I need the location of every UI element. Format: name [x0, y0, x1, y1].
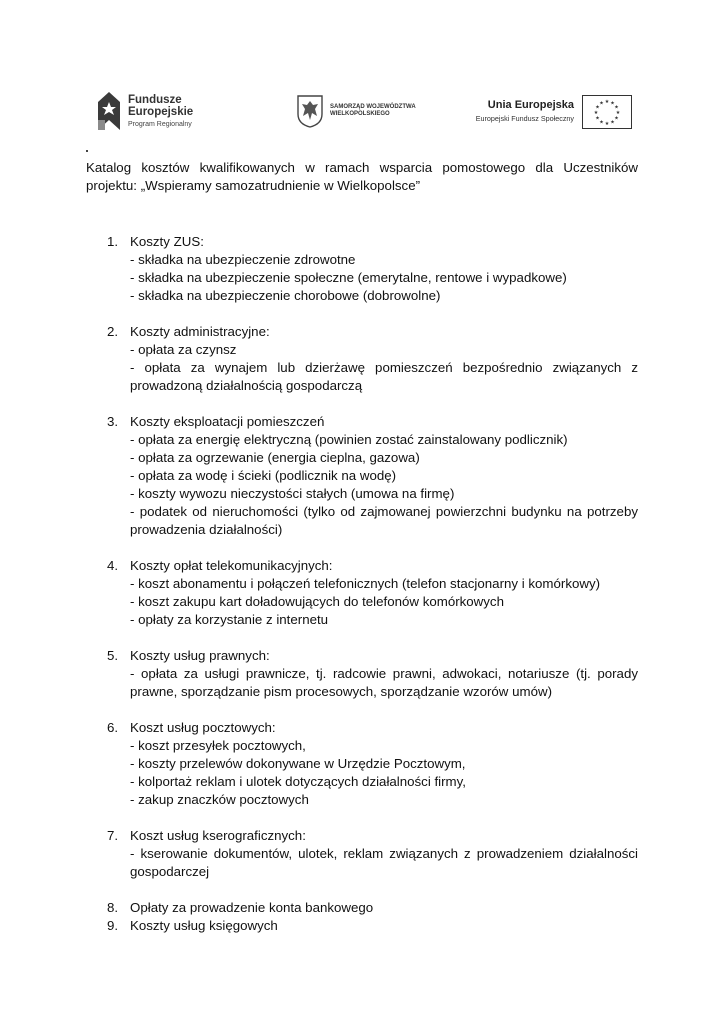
corner-mark	[86, 150, 88, 152]
item-sub: - opłata za ogrzewanie (energia cieplna, gazowa)	[130, 450, 420, 465]
item-sub: - opłaty za korzystanie z internetu	[130, 612, 329, 627]
list-item	[86, 827, 638, 881]
cost-list	[86, 233, 638, 935]
item-number: 5.	[107, 648, 119, 663]
item-title: Koszty eksploatacji pomieszczeń	[130, 414, 325, 429]
item-sub: - opłata za usługi prawnicze, tj. radcowie prawni, adwokaci, notariusze (tj. porady prawne, sporządzanie pism procesowych, sporządzanie wzorów umów)	[130, 666, 638, 699]
item-sub: - koszt przesyłek pocztowych,	[130, 738, 306, 753]
item-sub: - kserowanie dokumentów, ulotek, reklam związanych z prowadzeniem działalności gospodarczej	[130, 846, 638, 879]
item-number: 8.	[107, 900, 119, 915]
samorzad-logo	[296, 94, 436, 134]
item-title: Koszty usług księgowych	[130, 918, 278, 933]
svg-text:★: ★	[599, 100, 604, 107]
item-number: 9.	[107, 918, 119, 933]
list-item	[86, 323, 638, 395]
list-item	[86, 719, 638, 809]
svg-text:★: ★	[610, 119, 615, 126]
item-sub: - składka na ubezpieczenie społeczne (emerytalne, rentowe i wypadkowe)	[130, 270, 567, 285]
item-sub: - opłata za energię elektryczną (powinien zostać zainstalowany podlicznik)	[130, 432, 568, 447]
eagle-crest-icon	[296, 94, 324, 128]
fundusze-europejskie-logo	[96, 90, 236, 138]
list-item	[86, 917, 638, 935]
svg-text:★: ★	[595, 115, 600, 122]
svg-text:★: ★	[604, 99, 610, 105]
item-number: 6.	[107, 720, 119, 735]
svg-text:★: ★	[599, 119, 604, 126]
list-item	[86, 233, 638, 305]
logo-header	[86, 88, 638, 148]
item-sub: - składka na ubezpieczenie chorobowe (dobrowolne)	[130, 288, 441, 303]
svg-text:★: ★	[610, 100, 615, 107]
fe-star-icon	[96, 90, 122, 136]
svg-text:★: ★	[604, 121, 610, 127]
list-item	[86, 899, 638, 917]
item-sub: - kolportaż reklam i ulotek dotyczących działalności firmy,	[130, 774, 466, 789]
list-item	[86, 413, 638, 539]
svg-text:★: ★	[614, 115, 619, 122]
fe-line1: Fundusze	[128, 94, 182, 106]
item-title: Koszt usług kserograficznych:	[130, 828, 306, 843]
item-sub: - podatek od nieruchomości (tylko od zajmowanej powierzchni budynku na potrzeby prowadzenia działalności)	[130, 504, 638, 537]
item-sub: - składka na ubezpieczenie zdrowotne	[130, 252, 356, 267]
item-title: Opłaty za prowadzenie konta bankowego	[130, 900, 374, 915]
document-intro: Katalog kosztów kwalifikowanych w ramach wsparcia pomostowego dla Uczestników projektu: „Wspieramy samozatrudnienie w Wielkopolsce”	[86, 160, 638, 193]
svg-text:★: ★	[595, 104, 600, 111]
item-number: 4.	[107, 558, 119, 573]
item-sub: - koszt abonamentu i połączeń telefonicznych (telefon stacjonarny i komórkowy)	[130, 576, 601, 591]
item-number: 7.	[107, 828, 119, 843]
item-title: Koszty opłat telekomunikacyjnych:	[130, 558, 333, 573]
fe-line2: Europejskie	[128, 106, 194, 118]
item-sub: - koszty wywozu nieczystości stałych (umowa na firmę)	[130, 486, 455, 501]
item-sub: - opłata za wodę i ścieki (podlicznik na wodę)	[130, 468, 397, 483]
item-title: Koszty ZUS:	[130, 234, 204, 249]
ue-line2: Europejski Fundusz Społeczny	[475, 114, 574, 123]
svg-text:★: ★	[593, 110, 599, 116]
svg-text:★: ★	[614, 104, 619, 111]
item-title: Koszty administracyjne:	[130, 324, 270, 339]
item-number: 3.	[107, 414, 119, 429]
unia-europejska-logo	[462, 95, 640, 133]
item-sub: - zakup znaczków pocztowych	[130, 792, 309, 807]
list-item	[86, 557, 638, 629]
svg-text:★: ★	[615, 110, 621, 116]
item-number: 1.	[107, 234, 119, 249]
fe-line3: Program Regionalny	[128, 121, 192, 128]
sw-line2: WIELKOPOLSKIEGO	[330, 111, 390, 117]
item-sub: - opłata za wynajem lub dzierżawę pomieszczeń bezpośrednio związanych z prowadzoną działalnością gospodarczą	[130, 360, 638, 393]
item-title: Koszt usług pocztowych:	[130, 720, 276, 735]
eu-flag-icon	[582, 95, 632, 129]
sw-line1: SAMORZĄD WOJEWÓDZTWA	[330, 104, 416, 110]
item-sub: - koszt zakupu kart doładowujących do telefonów komórkowych	[130, 594, 504, 609]
item-number: 2.	[107, 324, 119, 339]
item-sub: - opłata za czynsz	[130, 342, 237, 357]
list-item	[86, 647, 638, 701]
item-title: Koszty usług prawnych:	[130, 648, 270, 663]
ue-line1: Unia Europejska	[487, 99, 574, 111]
item-sub: - koszty przelewów dokonywane w Urzędzie Pocztowym,	[130, 756, 466, 771]
